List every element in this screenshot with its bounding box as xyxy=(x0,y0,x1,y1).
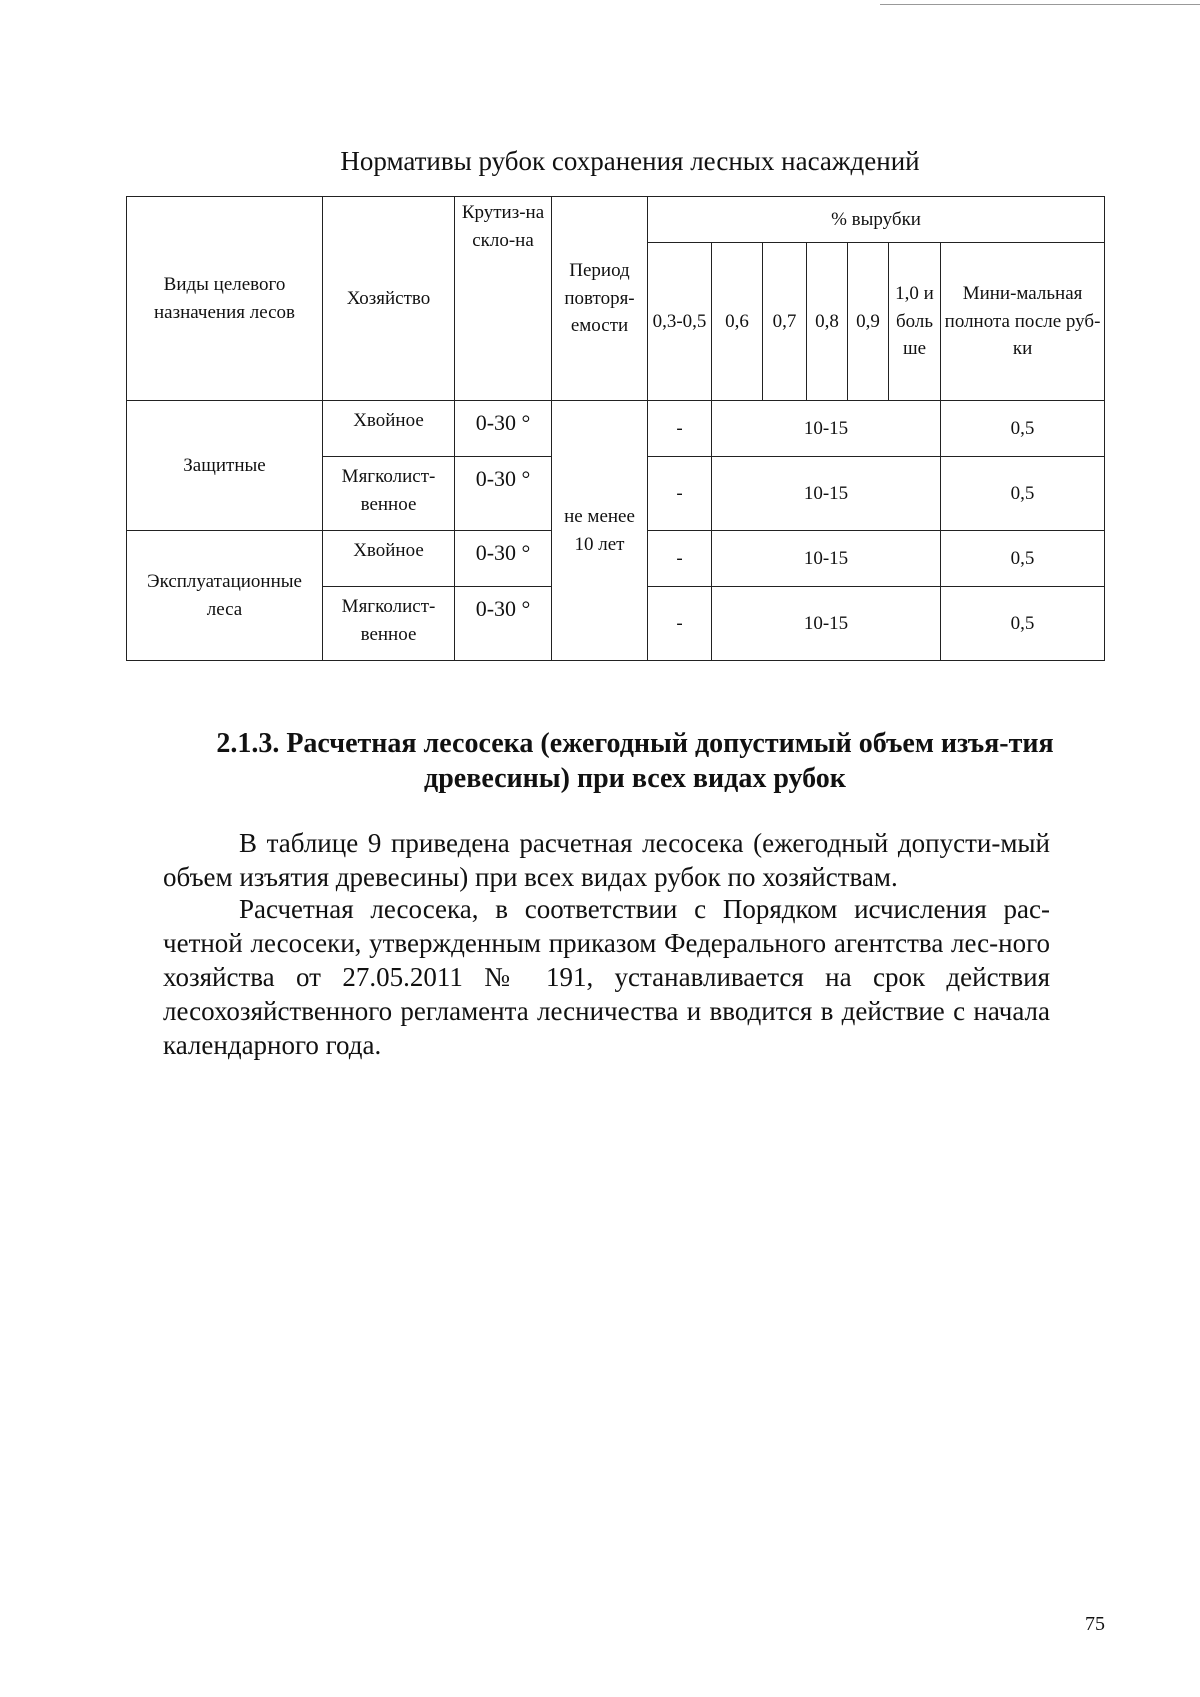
cell-min-density: 0,5 xyxy=(941,401,1105,457)
cell-dash: - xyxy=(648,401,712,457)
cell-slope: 0-30 ° xyxy=(455,531,552,587)
cell-dash: - xyxy=(648,531,712,587)
header-period: Период повторя-емости xyxy=(552,197,648,401)
header-density-3: 0,8 xyxy=(807,243,848,401)
cell-economy: Мягколист-венное xyxy=(323,457,455,531)
header-percent-group: % вырубки xyxy=(648,197,1105,243)
group-forest-type: Эксплуатационные леса xyxy=(127,531,323,661)
cell-slope: 0-30 ° xyxy=(455,587,552,661)
header-density-1: 0,6 xyxy=(712,243,763,401)
cell-min-density: 0,5 xyxy=(941,531,1105,587)
cell-period: не менее 10 лет xyxy=(552,401,648,661)
cell-range: 10-15 xyxy=(712,587,941,661)
cell-min-density: 0,5 xyxy=(941,587,1105,661)
group-forest-type: Защитные xyxy=(127,401,323,531)
cell-economy: Хвойное xyxy=(323,531,455,587)
cell-slope: 0-30 ° xyxy=(455,401,552,457)
cell-range: 10-15 xyxy=(712,531,941,587)
header-density-2: 0,7 xyxy=(763,243,807,401)
header-slope: Крутиз-на скло-на xyxy=(455,197,552,401)
cell-dash: - xyxy=(648,457,712,531)
norms-table xyxy=(126,196,1105,661)
header-density-5: 1,0 и боль ше xyxy=(889,243,941,401)
header-min-density: Мини-мальная полнота после руб-ки xyxy=(941,243,1105,401)
cell-economy: Мягколист-венное xyxy=(323,587,455,661)
cell-range: 10-15 xyxy=(712,457,941,531)
cell-min-density: 0,5 xyxy=(941,457,1105,531)
cell-slope: 0-30 ° xyxy=(455,457,552,531)
page-number: 75 xyxy=(1085,1613,1105,1635)
header-forest-type: Виды целевого назначения лесов xyxy=(127,197,323,401)
header-density-0: 0,3-0,5 xyxy=(648,243,712,401)
header-density-4: 0,9 xyxy=(848,243,889,401)
cell-dash: - xyxy=(648,587,712,661)
top-edge-rule xyxy=(880,4,1200,5)
paragraph-2: Расчетная лесосека, в соответствии с Порядком исчисления рас-четной лесосеки, утвержденным приказом Федерального агентства лес-ного хозяйства от 27.05.2011 № 191, устанавливается на срок действия лесохозяйственного регламента лесничества и вводится в действие с начала календарного года. xyxy=(163,894,1050,1061)
header-economy: Хозяйство xyxy=(323,197,455,401)
table-title: Нормативы рубок сохранения лесных насаждений xyxy=(340,146,920,176)
cell-range: 10-15 xyxy=(712,401,941,457)
paragraph-1: В таблице 9 приведена расчетная лесосека (ежегодный допусти-мый объем изъятия древесины) при всех видах рубок по хозяйствам. xyxy=(163,828,1050,893)
table-row xyxy=(127,401,1105,457)
section-heading: 2.1.3. Расчетная лесосека (ежегодный допустимый объем изъя-тия древесины) при всех видах рубок xyxy=(216,728,1054,794)
cell-economy: Хвойное xyxy=(323,401,455,457)
